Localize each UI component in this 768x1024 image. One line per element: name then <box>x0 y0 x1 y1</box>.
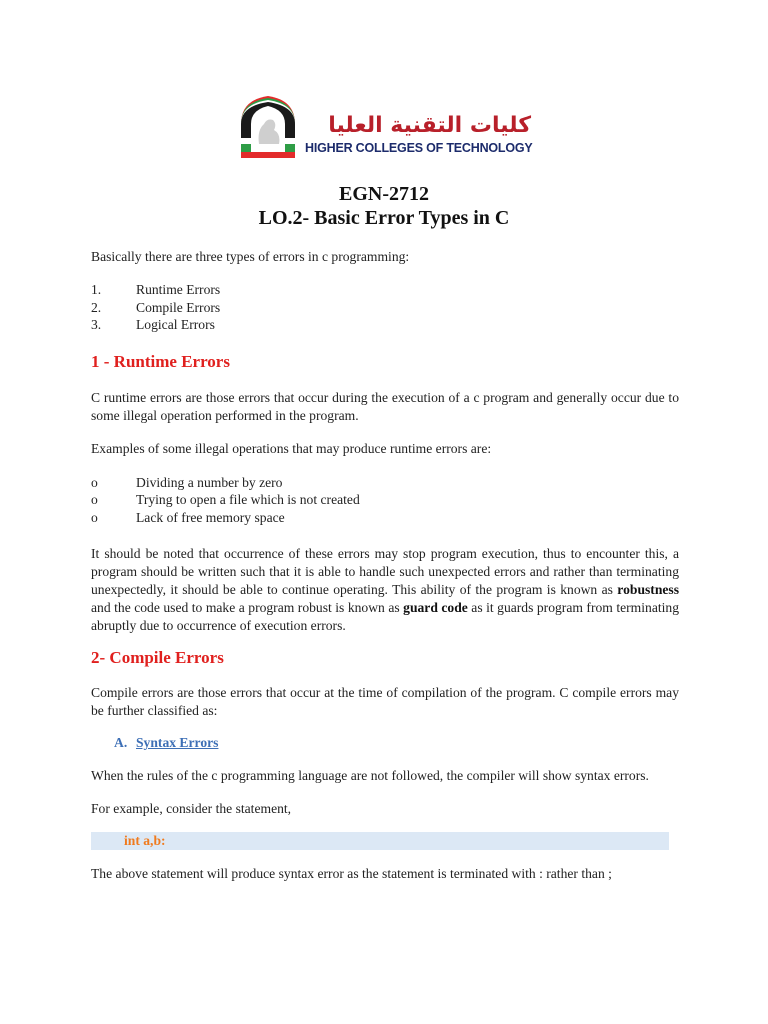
list-label: Dividing a number by zero <box>136 475 283 490</box>
syntax-errors-link: Syntax Errors <box>136 735 219 750</box>
list-item <box>91 492 360 508</box>
bullet-icon: o <box>91 492 98 507</box>
course-code: EGN-2712 <box>339 183 429 205</box>
list-item <box>91 475 282 491</box>
list-label: Logical Errors <box>136 317 215 332</box>
runtime-paragraph-1: C runtime errors are those errors that occur during the execution of a c program and generally occur due to some illegal operation performed in the program. <box>91 390 679 423</box>
hct-emblem-icon <box>237 94 299 160</box>
section-heading-compile: 2- Compile Errors <box>91 648 224 667</box>
list-item <box>91 510 285 526</box>
list-label: Lack of free memory space <box>136 510 285 525</box>
list-item <box>91 282 220 298</box>
list-number: 3. <box>91 317 102 332</box>
runtime-paragraph-2: Examples of some illegal operations that may produce runtime errors are: <box>91 441 492 456</box>
code-text: int a,b: <box>124 833 166 848</box>
compile-paragraph-2: When the rules of the c programming language are not followed, the compiler will show syntax errors. <box>91 768 649 783</box>
list-item <box>91 300 220 316</box>
intro-text: Basically there are three types of errors in c programming: <box>91 249 410 264</box>
list-label: Trying to open a file which is not created <box>136 492 360 507</box>
subsection-number: A. <box>114 735 128 750</box>
list-number: 1. <box>91 282 102 297</box>
bullet-icon: o <box>91 510 98 525</box>
list-item <box>91 317 215 333</box>
term-guard-code: guard code <box>403 600 468 615</box>
code-block <box>91 832 669 850</box>
compile-paragraph-1: Compile errors are those errors that occur at the time of compilation of the program. C compile errors may be further classified as: <box>91 685 679 718</box>
hct-logo <box>237 94 537 162</box>
compile-paragraph-4: The above statement will produce syntax error as the statement is terminated with : rather than ; <box>91 866 612 881</box>
bullet-icon: o <box>91 475 98 490</box>
list-label: Runtime Errors <box>136 282 221 297</box>
term-robustness: robustness <box>617 582 679 597</box>
list-number: 2. <box>91 300 102 315</box>
compile-paragraph-3: For example, consider the statement, <box>91 801 292 816</box>
logo-english-text: HIGHER COLLEGES OF TECHNOLOGY <box>305 141 533 155</box>
logo-arabic-text: كليات التقنية العليا <box>328 113 531 138</box>
list-label: Compile Errors <box>136 300 221 315</box>
runtime-paragraph-3: It should be noted that occurrence of these errors may stop program execution, thus to encounter this, a program should be written such that it is able to handle such unexpected errors and rather than terminating unexpectedly, it should be able to continue operating. This ability of the program is known as robustness and the code used to make a program robust is known as guard code as it guards program from terminating abruptly due to occurrence of execution errors. <box>91 546 679 633</box>
page-title: LO.2- Basic Error Types in C <box>258 207 510 229</box>
subsection-syntax-errors[interactable] <box>114 735 218 751</box>
section-heading-runtime: 1 - Runtime Errors <box>91 352 230 371</box>
